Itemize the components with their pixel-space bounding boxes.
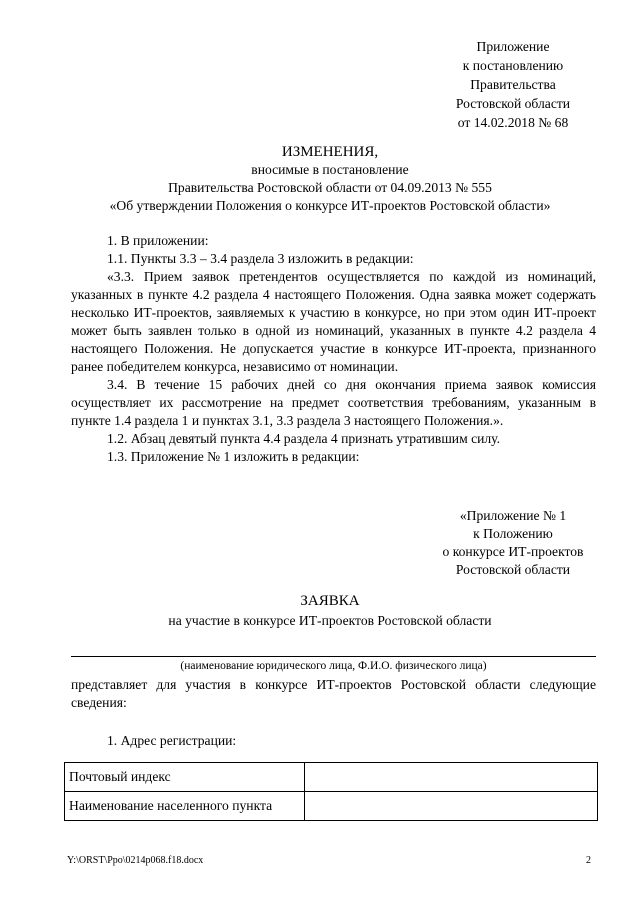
appendix-line: Приложение [476,39,550,54]
paragraph-1-1: 1.1. Пункты 3.3 – 3.4 раздела 3 изложить в редакции: [107,251,414,266]
title-line: «Об утверждении Положения о конкурсе ИТ-проектов Ростовской области» [109,198,551,213]
paragraph-3-3: «3.3. Прием заявок претендентов осуществляется по каждой из номинаций, указанных в пункте 4.2 раздела 4 настоящего Положения. Одна заявка может содержать несколько ИТ-проектов, заявляемых к участию в конкурсе, но при этом один ИТ-проект может быть заявлен только в одной из номинаций, указанных в пункте 4.2 раздела 4 настоящего Положения. Не допускается участие в конкурсе ИТ-проекта, признанного ранее победителем конкурса, независимо от номинации. [71,269,596,374]
appendix-line: к постановлению [462,58,564,73]
footer-page-number: 2 [586,855,591,866]
table-cell-value [305,792,598,821]
fill-in-line [71,656,596,657]
appendix-date-line: от 14.02.2018 № 68 [457,115,569,130]
fill-in-caption: (наименование юридического лица, Ф.И.О. физического лица) [180,660,487,672]
application-subtitle: на участие в конкурсе ИТ-проектов Ростовской области [168,613,492,628]
table-cell-value [305,763,598,792]
paragraph-1-3: 1.3. Приложение № 1 изложить в редакции: [107,449,360,464]
appendix-1-line: о конкурсе ИТ-проектов [442,544,584,559]
title-line: Правительства Ростовской области от 04.09.2013 № 555 [168,180,492,195]
application-title-block [60,592,600,630]
appendix-1-line: «Приложение № 1 [459,508,567,523]
appendix-line: Правительства [470,77,556,92]
appendix-line: Ростовской области [455,96,571,111]
application-title: ЗАЯВКА [300,593,360,609]
paragraph-3-4: 3.4. В течение 15 рабочих дней со дня окончания приема заявок комиссия осуществляет их рассмотрение на предмет соответствия требованиям, указанным в пункте 1.4 раздела 1 и пунктах 3.1, 3.3 раздела 3 настоящего Положения.». [71,377,596,428]
paragraph-1: 1. В приложении: [107,233,209,248]
represents-text: представляет для участия в конкурсе ИТ-проектов Ростовской области следующие сведения: [71,677,596,710]
paragraph-1-2: 1.2. Абзац девятый пункта 4.4 раздела 4 признать утратившим силу. [107,431,501,446]
appendix-1-header [408,507,618,579]
table-row [65,763,598,792]
document-body [71,232,596,466]
footer-file-path: Y:\ORST\Ppo\0214p068.f18.docx [67,855,204,866]
document-heading: ИЗМЕНЕНИЯ, [281,144,379,160]
table-row [65,792,598,821]
appendix-header [408,37,618,132]
title-line: вносимые в постановление [251,162,409,177]
appendix-1-line: Ростовской области [455,562,571,577]
address-heading: 1. Адрес регистрации: [107,733,237,748]
table-cell-label: Наименование населенного пункта [65,792,305,821]
document-title-block [60,143,600,215]
appendix-1-line: к Положению [473,526,553,541]
table-cell-label: Почтовый индекс [65,763,305,792]
registration-address-table [64,762,598,821]
